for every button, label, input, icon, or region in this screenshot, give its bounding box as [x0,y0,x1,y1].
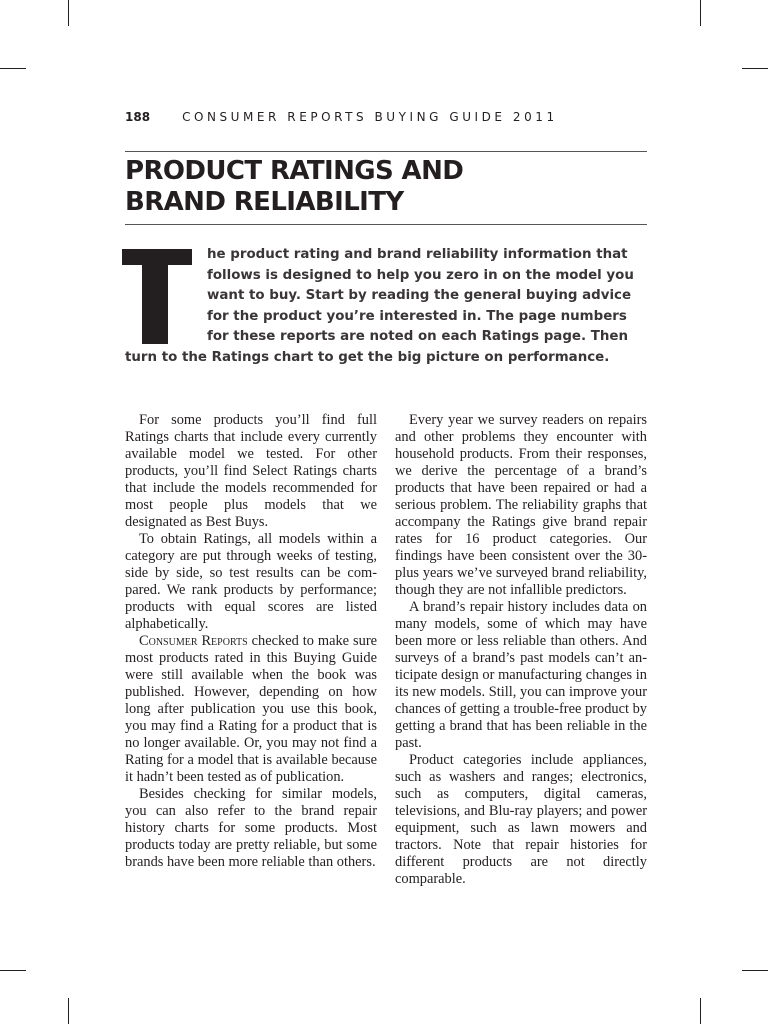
page-title-line-2: BRAND RELIABILITY [125,187,404,217]
right-column [395,412,647,888]
intro-line-2: follows is designed to help you zero in on the model you [207,267,634,283]
right-paragraph-2: A brand’s repair history includes data on many models, some of which may have been more or less reliable than others. And surveys of a brand’s past models can’t anticipate design or manufacturing changes in its new models. Still, you can improve your chances of getting a trouble-free product by getting a brand that has been reliable in the past. [395,599,647,751]
crop-mark-top-right-h [742,68,768,69]
left-column [125,412,377,871]
brand-name: Consumer Reports [139,633,248,649]
page-title-line-1: PRODUCT RATINGS AND [125,156,464,186]
intro-line-6: turn to the Ratings chart to get the big picture on performance. [125,350,610,365]
title-rule-top [125,151,647,152]
intro-text-last [125,348,609,369]
intro-line-5: for these reports are noted on each Ratings page. Then [207,329,629,344]
crop-mark-bottom-left-h [0,970,26,971]
crop-mark-bottom-right-h [742,970,768,971]
left-paragraph-2: To obtain Ratings, all models within a category are put through weeks of testing, side by side, so test results can be compared. We rank products by performance; products with equal scores are listed alphabetically. [125,531,377,632]
drop-cap [122,249,192,344]
title-rule-bottom [125,224,647,225]
right-paragraph-1: Every year we survey readers on repairs and other problems they encounter with household products. From their responses, we derive the percentage of a brand’s products that have been repaired or had a serious problem. The reliability graphs that accompany the Ratings give brand repair rates for 16 product categories. Our findings have been consistent over the 30-plus years we’ve surveyed brand reliability, though they are not infallible predictors. [395,412,647,598]
crop-mark-top-left [68,0,69,26]
running-head [125,110,558,124]
left-paragraph-1: For some products you’ll find full Ratings charts that include every currently available model we tested. For other products, you’ll find Select Ratings charts that include the models recommended for most people plus models that we designated as Best Buys. [125,412,377,530]
crop-mark-bottom-right [700,998,701,1024]
page-title [125,156,645,218]
page-number: 188 [125,110,151,124]
right-paragraph-3: Product categories include appliances, such as washers and ranges; electronics, such as computers, digital cameras, televisions, and Blu-ray players; and power equipment, such as lawn mowers and tractors. Note that repair histories for different products are not directly comparable. [395,752,647,887]
intro-line-1: he product rating and brand reliability information that [207,247,628,262]
publication-title: CONSUMER REPORTS BUYING GUIDE 2011 [182,110,558,124]
left-paragraph-4: Besides checking for similar models, you can also refer to the brand repair history charts for some products. Most products today are pretty reliable, but some brands have been more reliable than others. [125,786,377,870]
crop-mark-top-left-h [0,68,26,69]
left-paragraph-3 [125,633,377,786]
intro-line-4: for the product you’re interested in. The page numbers [207,308,627,324]
intro-text [207,245,634,348]
crop-mark-top-right [700,0,701,26]
left-paragraph-3-text: checked to make sure most products rated in this Buying Guide were still available when the book was published. However, depending on how long after publication you use this book, you may find a Rating for a product that is no longer available. Or, you may not find a Rating for a model that is available because it hadn’t been tested as of publication. [125,633,377,785]
crop-mark-bottom-left [68,998,69,1024]
intro-line-3: want to buy. Start by reading the general buying advice [207,288,632,303]
